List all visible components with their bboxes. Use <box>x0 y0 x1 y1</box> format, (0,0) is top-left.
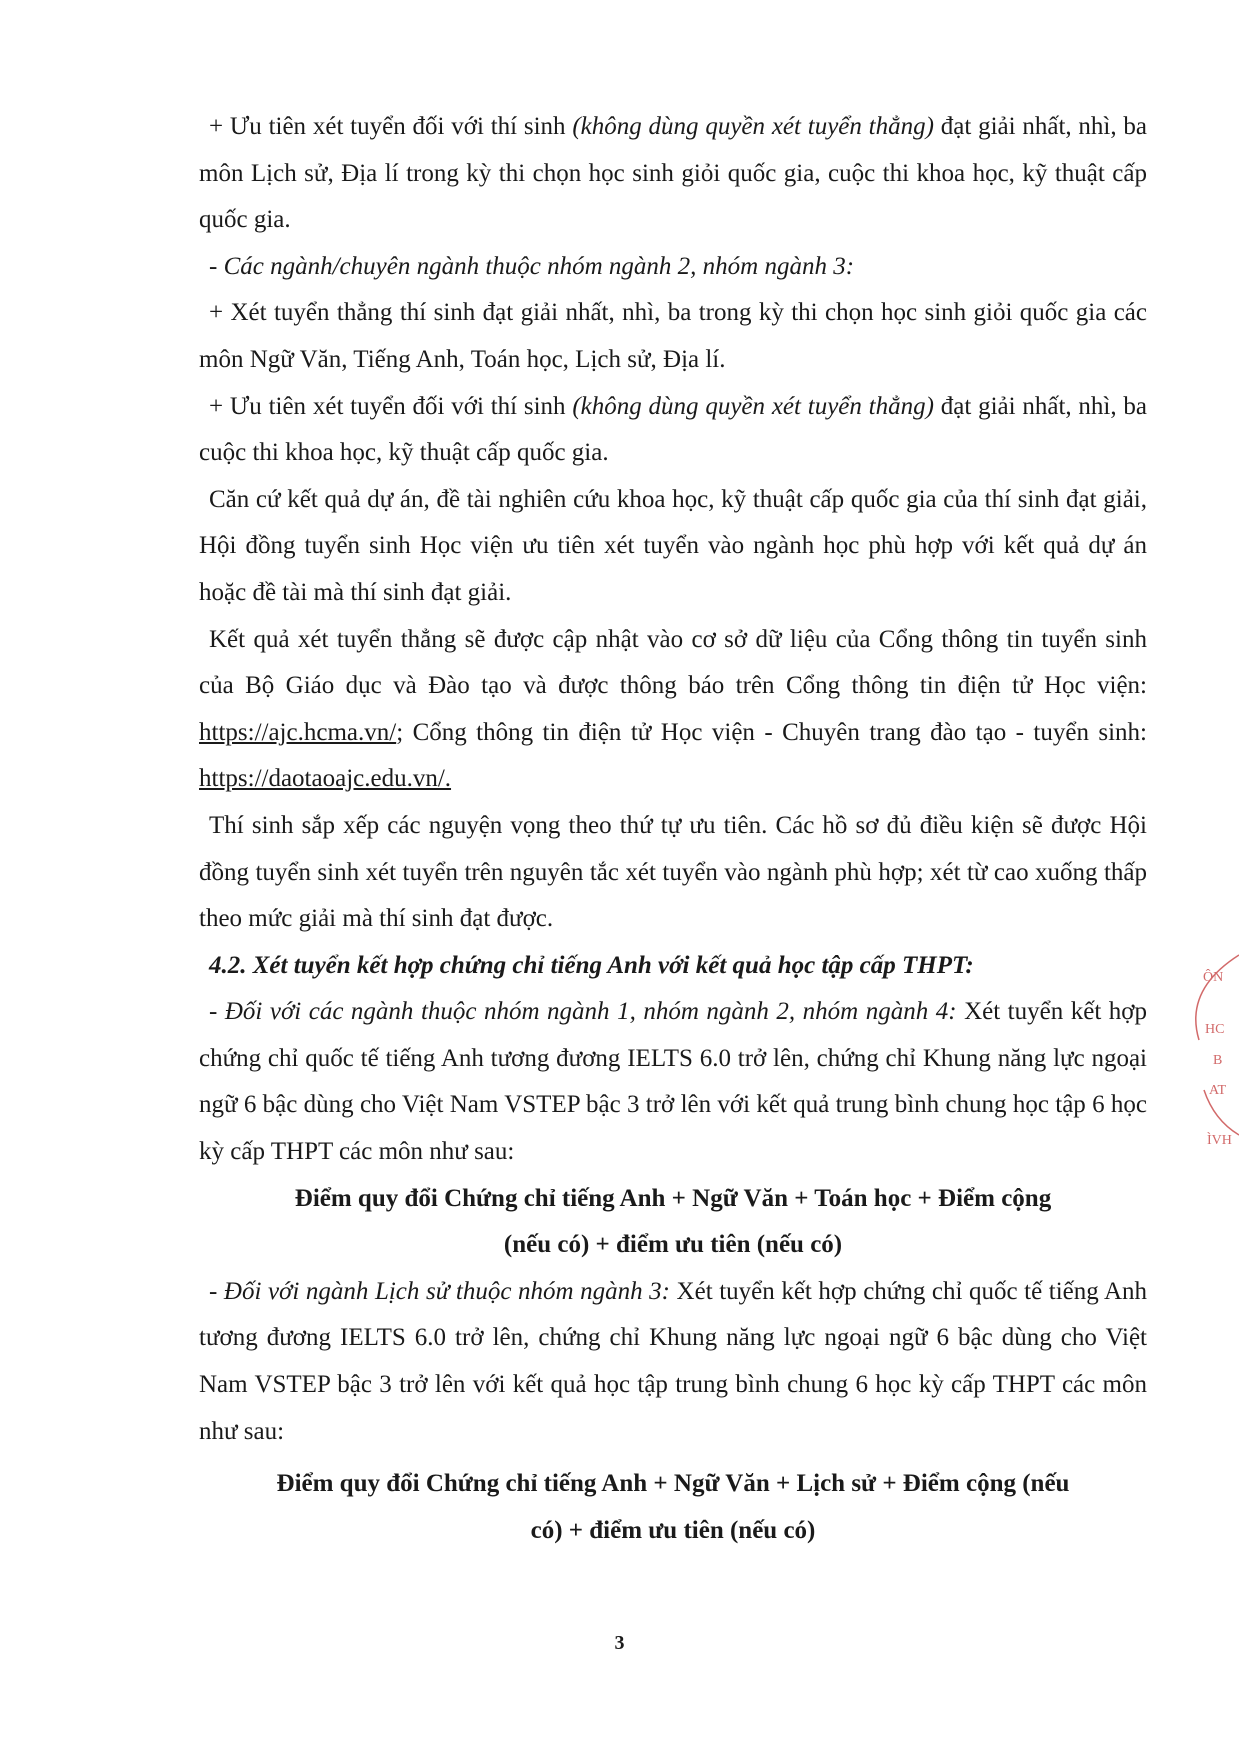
formula2-line-2: có) + điểm ưu tiên (nếu có) <box>530 1516 816 1544</box>
formula-line-1: Điểm quy đổi Chứng chỉ tiếng Anh + Ngữ Văn + Toán học + Điểm cộng <box>294 1184 1052 1212</box>
stamp-arc-icon <box>1179 950 1239 1190</box>
red-stamp-fragment: ÔN HC B AT ÌVH <box>1179 950 1239 1190</box>
document-body <box>199 104 1147 1554</box>
paragraph-preference-order: Thí sinh sắp xếp các nguyện vọng theo thứ tự ưu tiên. Các hồ sơ đủ điều kiện sẽ được Hội đồng tuyển sinh xét tuyển trên nguyên tắc xét tuyển vào ngành phù hợp; xét từ cao xuống thấp theo mức giải mà thí sinh đạt được. <box>199 811 1147 933</box>
paragraph-priority-science-contest: + Ưu tiên xét tuyển đối với thí sinh (không dùng quyền xét tuyển thẳng) đạt giải nhất, nhì, ba cuộc thi khoa học, kỹ thuật cấp quốc gia. <box>199 392 1148 467</box>
link-ajc-portal[interactable]: https://ajc.hcma.vn/ <box>199 718 397 746</box>
paragraph-research-basis: Căn cứ kết quả dự án, đề tài nghiên cứu khoa học, kỹ thuật cấp quốc gia của thí sinh đạt giải, Hội đồng tuyển sinh Học viện ưu tiên xét tuyển vào ngành học phù hợp với kết quả dự án hoặc đề tài mà thí sinh đạt giải. <box>199 485 1147 606</box>
paragraph-direct-admission: + Xét tuyển thẳng thí sinh đạt giải nhất, nhì, ba trong kỳ thi chọn học sinh giỏi quốc gia các môn Ngữ Văn, Tiếng Anh, Toán học, Lịch sử, Địa lí. <box>199 299 1147 373</box>
section-heading-4-2: 4.2. Xét tuyển kết hợp chứng chỉ tiếng Anh với kết quả học tập cấp THPT: <box>209 951 974 979</box>
paragraph-results-announcement: Kết quả xét tuyển thẳng sẽ được cập nhật vào cơ sở dữ liệu của Cổng thông tin tuyển sinh của Bộ Giáo dục và Đào tạo và được thông báo trên Cổng thông tin điện tử Học viện: https://ajc.hcma.vn/; Cổng thông tin điện tử Học viện - Chuyên trang đào tạo - tuyển sinh: https://daotaoajc.edu.vn/. <box>199 625 1147 793</box>
paragraph-priority-history-geography: + Ưu tiên xét tuyển đối với thí sinh (không dùng quyền xét tuyển thẳng) đạt giải nhất, nhì, ba môn Lịch sử, Địa lí trong kỳ thi chọn học sinh giỏi quốc gia, cuộc thi khoa học, kỹ thuật cấp quốc gia. <box>199 113 1148 234</box>
formula2-line-1: Điểm quy đổi Chứng chỉ tiếng Anh + Ngữ Văn + Lịch sử + Điểm cộng (nếu <box>276 1470 1070 1498</box>
link-daotao-portal[interactable]: https://daotaoajc.edu.vn/. <box>199 765 452 793</box>
paragraph-groups-1-2-4: - Đối với các ngành thuộc nhóm ngành 1, nhóm ngành 2, nhóm ngành 4: Xét tuyển kết hợp chứng chỉ quốc tế tiếng Anh tương đương IELTS 6.0 trở lên, chứng chỉ Khung năng lực ngoại ngữ 6 bậc dùng cho Việt Nam VSTEP bậc 3 trở lên với kết quả trung bình chung học tập 6 học kỳ cấp THPT các môn như sau: <box>199 998 1147 1166</box>
paragraph-group-2-3-heading: - Các ngành/chuyên ngành thuộc nhóm ngành 2, nhóm ngành 3: <box>209 252 855 280</box>
formula-line-2: (nếu có) + điểm ưu tiên (nếu có) <box>503 1231 843 1259</box>
page-number: 3 <box>614 1632 625 1654</box>
paragraph-history-major: - Đối với ngành Lịch sử thuộc nhóm ngành 3: Xét tuyển kết hợp chứng chỉ quốc tế tiếng Anh tương đương IELTS 6.0 trở lên, chứng chỉ Khung năng lực ngoại ngữ 6 bậc dùng cho Việt Nam VSTEP bậc 3 trở lên với kết quả học tập trung bình chung 6 học kỳ cấp THPT các môn như sau: <box>199 1277 1147 1445</box>
